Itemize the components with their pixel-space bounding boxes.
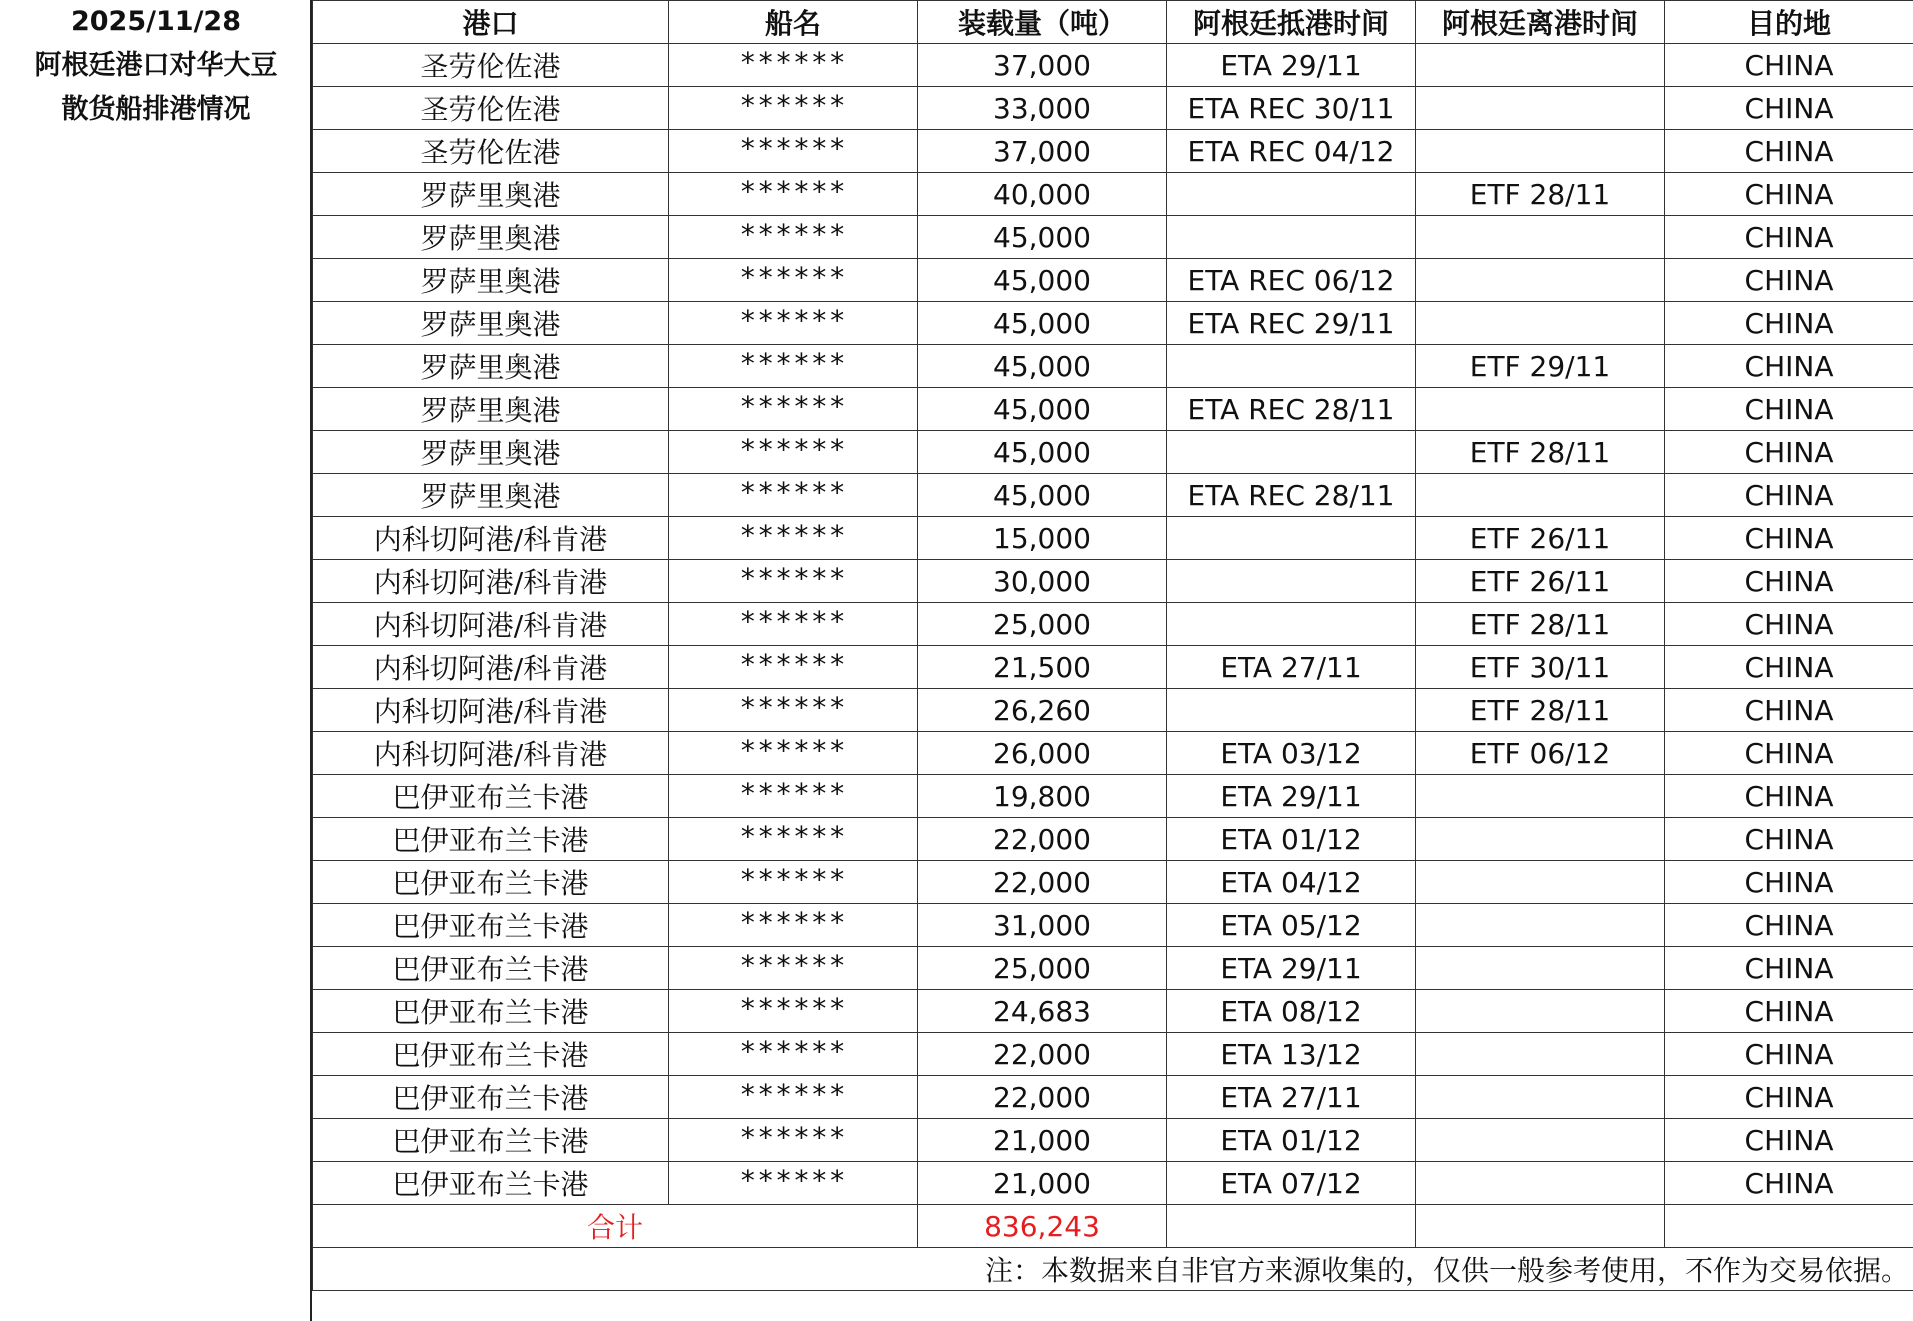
report-title-line2: 散货船排港情况	[61, 94, 251, 125]
cell-destination: CHINA	[1665, 904, 1913, 947]
table-row	[313, 474, 1913, 517]
cell-destination: CHINA	[1665, 474, 1913, 517]
cell-departure-time: ETF 26/11	[1416, 517, 1665, 560]
cell-ship-name: ******	[669, 44, 918, 87]
cell-departure-time	[1416, 474, 1665, 517]
cell-arrival-time: ETA 27/11	[1167, 646, 1416, 689]
cell-load-tons: 45,000	[918, 474, 1167, 517]
cell-ship-name: ******	[669, 302, 918, 345]
cell-port: 内科切阿港/科肯港	[313, 689, 669, 732]
cell-arrival-time: ETA 29/11	[1167, 775, 1416, 818]
cell-port: 罗萨里奥港	[313, 431, 669, 474]
cell-destination: CHINA	[1665, 689, 1913, 732]
cell-load-tons: 24,683	[918, 990, 1167, 1033]
cell-arrival-time: ETA REC 30/11	[1167, 87, 1416, 130]
table-row	[313, 517, 1913, 560]
cell-port: 巴伊亚布兰卡港	[313, 1162, 669, 1205]
header-destination: 目的地	[1665, 1, 1913, 44]
cell-load-tons: 22,000	[918, 1033, 1167, 1076]
cell-arrival-time	[1167, 345, 1416, 388]
table-row	[313, 302, 1913, 345]
cell-load-tons: 25,000	[918, 947, 1167, 990]
cell-load-tons: 21,000	[918, 1119, 1167, 1162]
cell-destination: CHINA	[1665, 732, 1913, 775]
cell-port: 内科切阿港/科肯港	[313, 603, 669, 646]
cell-destination: CHINA	[1665, 44, 1913, 87]
header-departure-time: 阿根廷离港时间	[1416, 1, 1665, 44]
cell-arrival-time: ETA 03/12	[1167, 732, 1416, 775]
cell-destination: CHINA	[1665, 173, 1913, 216]
total-empty-arrival	[1167, 1205, 1416, 1248]
table-row	[313, 1119, 1913, 1162]
cell-destination: CHINA	[1665, 560, 1913, 603]
cell-port: 内科切阿港/科肯港	[313, 646, 669, 689]
cell-load-tons: 22,000	[918, 1076, 1167, 1119]
cell-departure-time	[1416, 775, 1665, 818]
table-row	[313, 990, 1913, 1033]
cell-departure-time	[1416, 44, 1665, 87]
cell-ship-name: ******	[669, 259, 918, 302]
cell-load-tons: 40,000	[918, 173, 1167, 216]
header-load-tons: 装载量（吨）	[918, 1, 1167, 44]
cell-port: 罗萨里奥港	[313, 345, 669, 388]
cell-ship-name: ******	[669, 1162, 918, 1205]
cell-arrival-time: ETA REC 28/11	[1167, 388, 1416, 431]
table-row	[313, 44, 1913, 87]
cell-arrival-time: ETA 29/11	[1167, 947, 1416, 990]
cell-departure-time	[1416, 990, 1665, 1033]
cell-destination: CHINA	[1665, 1119, 1913, 1162]
cell-departure-time: ETF 28/11	[1416, 689, 1665, 732]
cell-arrival-time	[1167, 431, 1416, 474]
cell-departure-time: ETF 28/11	[1416, 431, 1665, 474]
cell-departure-time	[1416, 259, 1665, 302]
header-row	[313, 1, 1913, 44]
cell-port: 巴伊亚布兰卡港	[313, 1033, 669, 1076]
cell-departure-time: ETF 28/11	[1416, 603, 1665, 646]
cell-load-tons: 33,000	[918, 87, 1167, 130]
cell-arrival-time: ETA REC 06/12	[1167, 259, 1416, 302]
header-port: 港口	[313, 1, 669, 44]
cell-destination: CHINA	[1665, 1033, 1913, 1076]
shipping-table	[312, 0, 1913, 1291]
table-row	[313, 216, 1913, 259]
cell-destination: CHINA	[1665, 388, 1913, 431]
cell-port: 巴伊亚布兰卡港	[313, 861, 669, 904]
cell-load-tons: 45,000	[918, 259, 1167, 302]
cell-destination: CHINA	[1665, 259, 1913, 302]
cell-ship-name: ******	[669, 87, 918, 130]
cell-port: 巴伊亚布兰卡港	[313, 1076, 669, 1119]
cell-destination: CHINA	[1665, 431, 1913, 474]
table-row	[313, 1076, 1913, 1119]
table-row	[313, 646, 1913, 689]
table-row	[313, 173, 1913, 216]
cell-departure-time	[1416, 1119, 1665, 1162]
cell-load-tons: 45,000	[918, 431, 1167, 474]
cell-arrival-time: ETA 13/12	[1167, 1033, 1416, 1076]
cell-port: 巴伊亚布兰卡港	[313, 818, 669, 861]
cell-departure-time	[1416, 1033, 1665, 1076]
cell-departure-time: ETF 26/11	[1416, 560, 1665, 603]
cell-load-tons: 30,000	[918, 560, 1167, 603]
cell-departure-time	[1416, 1162, 1665, 1205]
table-row	[313, 775, 1913, 818]
disclaimer-note: 注：本数据来自非官方来源收集的，仅供一般参考使用，不作为交易依据。	[313, 1248, 1913, 1291]
cell-destination: CHINA	[1665, 216, 1913, 259]
cell-destination: CHINA	[1665, 603, 1913, 646]
cell-load-tons: 37,000	[918, 130, 1167, 173]
report-date: 2025/11/28	[70, 6, 241, 37]
cell-ship-name: ******	[669, 861, 918, 904]
cell-port: 巴伊亚布兰卡港	[313, 904, 669, 947]
table-body	[313, 44, 1913, 1205]
cell-load-tons: 19,800	[918, 775, 1167, 818]
cell-port: 内科切阿港/科肯港	[313, 517, 669, 560]
table-row	[313, 431, 1913, 474]
cell-port: 罗萨里奥港	[313, 474, 669, 517]
cell-load-tons: 45,000	[918, 345, 1167, 388]
cell-ship-name: ******	[669, 732, 918, 775]
cell-load-tons: 21,500	[918, 646, 1167, 689]
cell-destination: CHINA	[1665, 87, 1913, 130]
cell-ship-name: ******	[669, 818, 918, 861]
report-title-line1: 阿根廷港口对华大豆	[34, 50, 278, 81]
title-block	[0, 0, 312, 1321]
cell-port: 内科切阿港/科肯港	[313, 560, 669, 603]
cell-load-tons: 45,000	[918, 302, 1167, 345]
cell-arrival-time: ETA REC 29/11	[1167, 302, 1416, 345]
cell-destination: CHINA	[1665, 818, 1913, 861]
table-row	[313, 259, 1913, 302]
cell-load-tons: 26,260	[918, 689, 1167, 732]
table-row	[313, 947, 1913, 990]
cell-departure-time	[1416, 861, 1665, 904]
cell-load-tons: 22,000	[918, 861, 1167, 904]
cell-departure-time: ETF 28/11	[1416, 173, 1665, 216]
cell-ship-name: ******	[669, 1119, 918, 1162]
cell-departure-time	[1416, 947, 1665, 990]
table-row	[313, 1162, 1913, 1205]
cell-port: 圣劳伦佐港	[313, 87, 669, 130]
cell-load-tons: 26,000	[918, 732, 1167, 775]
cell-ship-name: ******	[669, 1076, 918, 1119]
cell-ship-name: ******	[669, 603, 918, 646]
cell-port: 罗萨里奥港	[313, 216, 669, 259]
cell-port: 罗萨里奥港	[313, 259, 669, 302]
table-row	[313, 732, 1913, 775]
cell-departure-time: ETF 30/11	[1416, 646, 1665, 689]
cell-ship-name: ******	[669, 646, 918, 689]
cell-destination: CHINA	[1665, 990, 1913, 1033]
cell-destination: CHINA	[1665, 1076, 1913, 1119]
cell-arrival-time: ETA 07/12	[1167, 1162, 1416, 1205]
total-row	[313, 1205, 1913, 1248]
table-row	[313, 603, 1913, 646]
cell-destination: CHINA	[1665, 861, 1913, 904]
table-row	[313, 861, 1913, 904]
cell-departure-time: ETF 29/11	[1416, 345, 1665, 388]
total-empty-destination	[1665, 1205, 1913, 1248]
cell-port: 巴伊亚布兰卡港	[313, 1119, 669, 1162]
cell-departure-time	[1416, 216, 1665, 259]
cell-departure-time	[1416, 904, 1665, 947]
cell-ship-name: ******	[669, 1033, 918, 1076]
cell-ship-name: ******	[669, 345, 918, 388]
table-row	[313, 904, 1913, 947]
cell-ship-name: ******	[669, 431, 918, 474]
cell-port: 罗萨里奥港	[313, 173, 669, 216]
cell-ship-name: ******	[669, 216, 918, 259]
cell-destination: CHINA	[1665, 775, 1913, 818]
cell-port: 罗萨里奥港	[313, 388, 669, 431]
cell-arrival-time: ETA REC 04/12	[1167, 130, 1416, 173]
cell-load-tons: 21,000	[918, 1162, 1167, 1205]
total-empty-departure	[1416, 1205, 1665, 1248]
table-row	[313, 560, 1913, 603]
table-row	[313, 87, 1913, 130]
total-value: 836,243	[918, 1205, 1167, 1248]
cell-ship-name: ******	[669, 775, 918, 818]
header-ship-name: 船名	[669, 1, 918, 44]
cell-port: 圣劳伦佐港	[313, 44, 669, 87]
cell-destination: CHINA	[1665, 345, 1913, 388]
table-row	[313, 388, 1913, 431]
cell-departure-time: ETF 06/12	[1416, 732, 1665, 775]
cell-arrival-time	[1167, 603, 1416, 646]
table-row	[313, 345, 1913, 388]
cell-ship-name: ******	[669, 990, 918, 1033]
cell-departure-time	[1416, 87, 1665, 130]
cell-load-tons: 45,000	[918, 216, 1167, 259]
cell-departure-time	[1416, 302, 1665, 345]
cell-destination: CHINA	[1665, 1162, 1913, 1205]
cell-arrival-time: ETA 29/11	[1167, 44, 1416, 87]
cell-ship-name: ******	[669, 173, 918, 216]
cell-port: 巴伊亚布兰卡港	[313, 947, 669, 990]
cell-destination: CHINA	[1665, 302, 1913, 345]
cell-departure-time	[1416, 388, 1665, 431]
table-row	[313, 689, 1913, 732]
cell-load-tons: 31,000	[918, 904, 1167, 947]
cell-ship-name: ******	[669, 689, 918, 732]
cell-ship-name: ******	[669, 474, 918, 517]
cell-departure-time	[1416, 1076, 1665, 1119]
table-row	[313, 818, 1913, 861]
cell-arrival-time: ETA 01/12	[1167, 1119, 1416, 1162]
total-label: 合计	[313, 1205, 918, 1248]
table-row	[313, 1033, 1913, 1076]
cell-ship-name: ******	[669, 130, 918, 173]
cell-departure-time	[1416, 130, 1665, 173]
cell-arrival-time: ETA 27/11	[1167, 1076, 1416, 1119]
cell-arrival-time: ETA 05/12	[1167, 904, 1416, 947]
cell-port: 巴伊亚布兰卡港	[313, 990, 669, 1033]
cell-port: 罗萨里奥港	[313, 302, 669, 345]
header-arrival-time: 阿根廷抵港时间	[1167, 1, 1416, 44]
cell-arrival-time	[1167, 173, 1416, 216]
cell-ship-name: ******	[669, 388, 918, 431]
cell-destination: CHINA	[1665, 646, 1913, 689]
table-row	[313, 130, 1913, 173]
cell-ship-name: ******	[669, 560, 918, 603]
cell-destination: CHINA	[1665, 947, 1913, 990]
cell-load-tons: 25,000	[918, 603, 1167, 646]
cell-arrival-time	[1167, 216, 1416, 259]
cell-load-tons: 22,000	[918, 818, 1167, 861]
cell-destination: CHINA	[1665, 130, 1913, 173]
cell-ship-name: ******	[669, 517, 918, 560]
cell-arrival-time: ETA REC 28/11	[1167, 474, 1416, 517]
cell-arrival-time	[1167, 689, 1416, 732]
cell-destination: CHINA	[1665, 517, 1913, 560]
cell-arrival-time: ETA 01/12	[1167, 818, 1416, 861]
cell-ship-name: ******	[669, 904, 918, 947]
cell-load-tons: 37,000	[918, 44, 1167, 87]
cell-arrival-time	[1167, 517, 1416, 560]
cell-load-tons: 15,000	[918, 517, 1167, 560]
cell-arrival-time: ETA 04/12	[1167, 861, 1416, 904]
cell-arrival-time	[1167, 560, 1416, 603]
cell-port: 巴伊亚布兰卡港	[313, 775, 669, 818]
cell-ship-name: ******	[669, 947, 918, 990]
cell-arrival-time: ETA 08/12	[1167, 990, 1416, 1033]
cell-port: 内科切阿港/科肯港	[313, 732, 669, 775]
cell-departure-time	[1416, 818, 1665, 861]
note-row	[313, 1248, 1913, 1291]
cell-port: 圣劳伦佐港	[313, 130, 669, 173]
cell-load-tons: 45,000	[918, 388, 1167, 431]
